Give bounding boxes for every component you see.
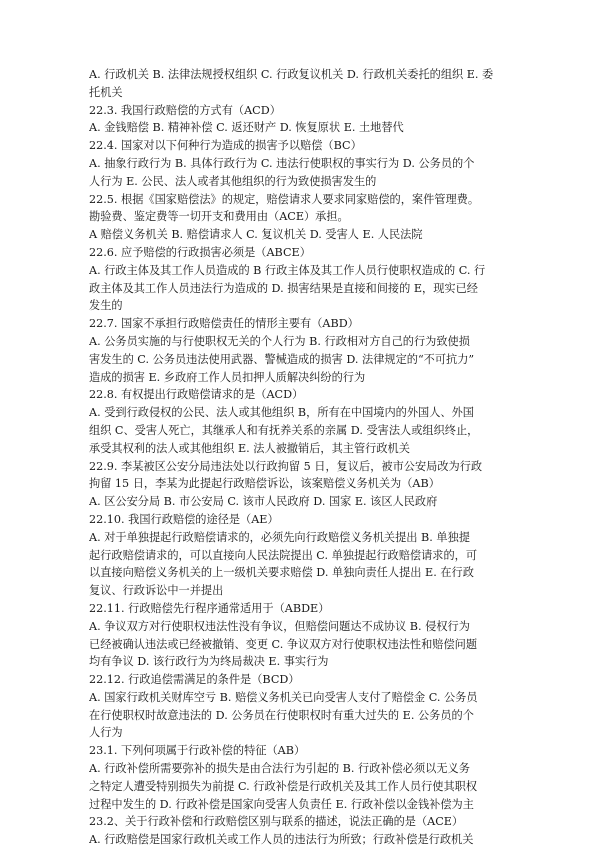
question-heading: 22.9. 李某被区公安分局违法处以行政拘留 5 日，复议后，被市公安局改为行政	[89, 459, 483, 473]
options-line: 起行政赔偿请求的，可以直接向人民法院提出 C. 单独提起行政赔偿请求的，可	[89, 548, 478, 562]
options-line: A. 行政主体及其工作人员造成的 B 行政主体及其工作人员行使职权造成的 C. 行	[89, 263, 486, 277]
options-line: A 赔偿义务机关 B. 赔偿请求人 C. 复议机关 D. 受害人 E. 人民法院	[89, 228, 423, 242]
options-line: 造成的损害 E. 乡政府工作人员扣押人质解决纠纷的行为	[89, 370, 366, 384]
options-line: 之特定人遭受特别损失为前提 C. 行政补偿是行政机关及其工作人员行使其职权	[89, 779, 478, 793]
question-heading: 22.4. 国家对以下何种行为造成的损害予以赔偿（BC）	[89, 139, 362, 153]
options-line: 已经被确认违法或已经被撤销、变更 C. 争议双方对行使职权违法性和赔偿问题	[89, 637, 478, 651]
options-line: A. 行政赔偿是国家行政机关或工作人员的违法行为所致；行政补偿是行政机关	[89, 833, 474, 847]
question-heading: 22.6. 应予赔偿的行政损害必须是（ABCE）	[89, 245, 311, 259]
options-line: 以直接向赔偿义务机关的上一级机关要求赔偿 D. 单独向责任人提出 E. 在行政	[89, 566, 474, 580]
options-line: A. 对于单独提起行政赔偿请求的，必须先向行政赔偿义务机关提出 B. 单独提	[89, 530, 470, 544]
text-line: A. 行政机关 B. 法律法规授权组织 C. 行政复议机关 D. 行政机关委托的组织 E. 委	[89, 68, 494, 81]
options-line: A. 公务员实施的与行使职权无关的个人行为 B. 行政相对方自己的行为致使损	[89, 334, 470, 348]
question-heading: 22.12. 行政追偿需满足的条件是（BCD）	[89, 673, 300, 687]
options-line: 在行使职权时故意违法的 D. 公务员在行使职权时有重大过失的 E. 公务员的个	[89, 708, 474, 722]
question-heading: 22.7. 国家不承担行政赔偿责任的情形主要有（ABD）	[89, 317, 359, 331]
options-line: 害发生的 C. 公务员违法使用武器、警械造成的损害 D. 法律规定的“不可抗力”	[89, 352, 475, 366]
options-line: A. 行政补偿所需要弥补的损失是由合法行为引起的 B. 行政补偿必须以无义务	[89, 762, 470, 776]
options-line: A. 金钱赔偿 B. 精神补偿 C. 返还财产 D. 恢复原状 E. 土地替代	[89, 121, 404, 135]
question-heading: 勘验费、鉴定费等一切开支和费用由（ACE）承担。	[89, 210, 349, 224]
question-heading: 22.3. 我国行政赔偿的方式有（ACD）	[89, 103, 281, 117]
question-heading: 22.8. 有权提出行政赔偿请求的是（ACD）	[89, 388, 304, 402]
options-line: 过程中发生的 D. 行政补偿是国家向受害人负责任 E. 行政补偿以金钱补偿为主	[89, 797, 474, 811]
question-heading: 拘留 15 日，李某为此提起行政赔偿诉讼，该案赔偿义务机关为（AB）	[89, 477, 440, 491]
options-line: A. 抽象行政行为 B. 具体行政行为 C. 违法行使职权的事实行为 D. 公务员的个	[89, 156, 475, 170]
options-line: A. 争议双方对行使职权违法性没有争议，但赔偿问题达不成协议 B. 侵权行为	[89, 619, 470, 633]
question-heading: 23.2、关于行政补偿和行政赔偿区别与联系的描述，说法正确的是（ACE）	[89, 815, 464, 829]
options-line: 人行为 E. 公民、法人或者其他组织的行为致使损害发生的	[89, 174, 377, 188]
question-heading: 22.5. 根据《国家赔偿法》的规定，赔偿请求人要求同家赔偿的，案件管理费。	[89, 192, 480, 206]
options-line: A. 受到行政侵权的公民、法人或其他组织 B，所有在中国境内的外国人、外国	[89, 406, 474, 420]
options-line: 均有争议 D. 该行政行为为终局裁决 E. 事实行为	[89, 655, 329, 669]
options-line: A. 国家行政机关财库空亏 B. 赔偿义务机关已向受害人支付了赔偿金 C. 公务员	[89, 690, 478, 704]
question-heading: 22.10. 我国行政赔偿的途径是（AE）	[89, 512, 279, 526]
options-line: 人行为	[89, 726, 123, 740]
options-line: 复议、行政诉讼中一并提出	[89, 584, 224, 598]
text-line: 托机关	[89, 85, 123, 99]
question-heading: 22.11. 行政赔偿先行程序通常适用于（ABDE）	[89, 601, 330, 615]
options-line: 政主体及其工作人员违法行为造成的 D. 损害结果是直接和间接的 E，现实已经	[89, 281, 478, 295]
options-line: 承受其权利的法人或其他组织 E. 法人被撤销后，其主管行政机关	[89, 441, 410, 455]
options-line: A. 区公安分局 B. 市公安局 C. 该市人民政府 D. 国家 E. 该区人民政府	[89, 495, 438, 509]
options-line: 组织 C、受害人死亡，其继承人和有抚养关系的亲属 D. 受害法人或组织终止，	[89, 423, 479, 437]
options-line: 发生的	[89, 299, 123, 313]
question-heading: 23.1. 下列何项属于行政补偿的特征（AB）	[89, 744, 306, 758]
